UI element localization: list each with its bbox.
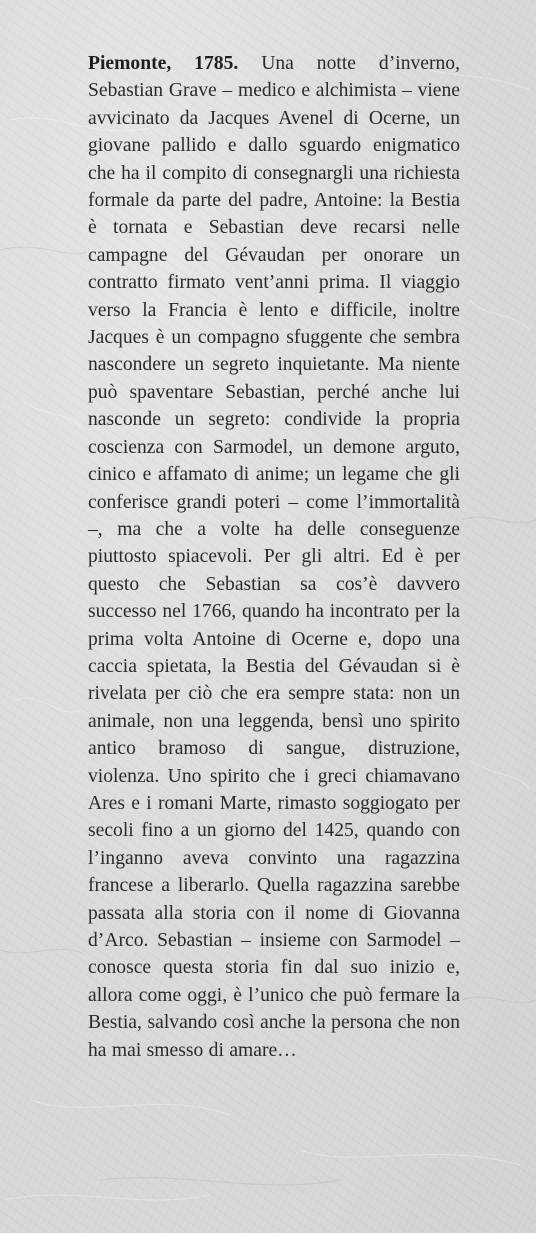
blurb-body: Una notte d’inverno, Sebastian Grave – medico e alchimista – viene avvicinato da Jacques Avenel di Ocerne, un giovane pallido e dallo sguardo enigmatico che ha il compito di consegnargli una richiesta formale da parte del padre, Antoine: la Bestia è tornata e Sebastian deve recarsi nelle campagne del Gévaudan per onorare un contratto firmato vent’anni prima. Il viaggio verso la Francia è lento e difficile, inoltre Jacques è un compagno sfuggente che sembra nascondere un segreto inquietante. Ma niente può spaventare Sebastian, perché anche lui nasconde un segreto: condivide la propria coscienza con Sarmodel, un demone arguto, cinico e affamato di anime; un legame che gli conferisce grandi poteri – come l’immortalità –, ma che a volte ha delle conseguenze piuttosto spiacevoli. Per gli altri. Ed è per questo che Sebastian sa cos’è davvero successo nel 1766, quando ha incontrato per la prima volta Antoine di Ocerne e, dopo una caccia spietata, la Bestia del Gévaudan si è rivelata per ciò che era sempre stata: non un animale, non una leggenda, bensì uno spirito antico bramoso di sangue, distruzione, violenza. Uno spirito che i greci chiamavano Ares e i romani Marte, rimasto soggiogato per secoli fino a un giorno del 1425, quando con l’inganno aveva convinto una ragazzina francese a liberarlo. Quella ragazzina sarebbe passata alla storia con il nome di Giovanna d’Arco. Sebastian – insieme con Sarmodel – conosce questa storia fin dal suo inizio e, allora come oggi, è l’unico che può fermare la Bestia, salvando così anche la persona che non ha mai smesso di amare…: [88, 53, 460, 1061]
back-cover-blurb: [88, 50, 460, 1064]
blurb-lead: Piemonte, 1785.: [88, 53, 239, 74]
